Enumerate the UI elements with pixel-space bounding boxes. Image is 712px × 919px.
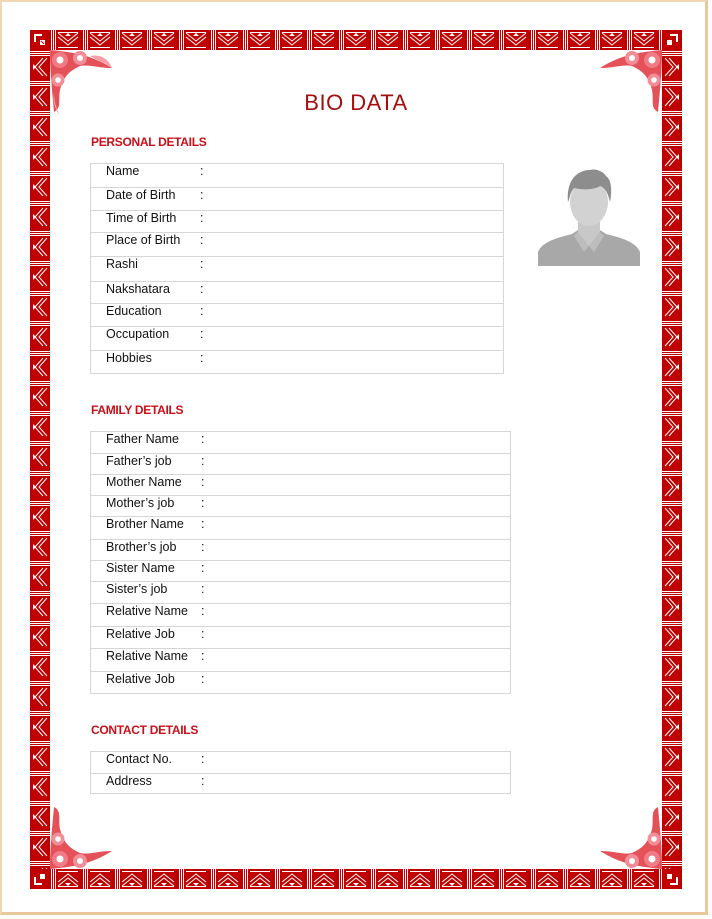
section-heading-contact: CONTACT DETAILS xyxy=(91,723,199,737)
border-right-band xyxy=(662,50,682,869)
field-label: Date of Birth xyxy=(106,188,176,202)
field-label: Sister Name xyxy=(106,561,175,575)
corner-ornament-icon xyxy=(662,30,682,50)
field-separator: : xyxy=(200,257,204,271)
table-row[interactable] xyxy=(91,453,510,474)
border-top-band xyxy=(50,30,662,50)
field-label: Relative Job xyxy=(106,627,175,641)
field-separator: : xyxy=(200,304,204,318)
field-label: Relative Name xyxy=(106,604,188,618)
section-heading-family: FAMILY DETAILS xyxy=(91,403,184,417)
contact-details-table xyxy=(90,751,511,794)
field-label: Mother’s job xyxy=(106,496,175,510)
corner-ornament-icon xyxy=(30,869,50,889)
table-row[interactable] xyxy=(91,256,503,281)
section-heading-personal: PERSONAL DETAILS xyxy=(91,135,207,149)
field-label: Relative Name xyxy=(106,649,188,663)
field-separator: : xyxy=(201,432,205,446)
field-separator: : xyxy=(200,282,204,296)
field-separator: : xyxy=(201,496,205,510)
table-row[interactable] xyxy=(91,581,510,603)
field-label: Name xyxy=(106,164,140,178)
field-label: Father Name xyxy=(106,432,179,446)
field-separator: : xyxy=(201,540,205,554)
field-label: Brother’s job xyxy=(106,540,177,554)
floral-corner-icon xyxy=(592,799,662,869)
field-label: Rashi xyxy=(106,257,138,271)
border-left-band xyxy=(30,50,50,869)
field-separator: : xyxy=(201,672,205,686)
field-label: Place of Birth xyxy=(106,233,181,247)
table-row[interactable] xyxy=(91,603,510,626)
border-bottom-band xyxy=(50,869,662,889)
corner-ornament-icon xyxy=(662,869,682,889)
table-row[interactable] xyxy=(91,474,510,495)
field-label: Time of Birth xyxy=(106,211,177,225)
table-row[interactable] xyxy=(91,626,510,648)
table-row[interactable] xyxy=(91,648,510,671)
field-separator: : xyxy=(201,774,205,788)
field-separator: : xyxy=(201,649,205,663)
table-row[interactable] xyxy=(91,560,510,581)
floral-corner-icon xyxy=(50,799,120,869)
field-label: Mother Name xyxy=(106,475,182,489)
field-label: Occupation xyxy=(106,327,170,341)
field-separator: : xyxy=(201,582,205,596)
field-separator: : xyxy=(201,752,205,766)
table-row[interactable] xyxy=(91,539,510,560)
field-separator: : xyxy=(200,164,204,178)
document-title: BIO DATA xyxy=(304,90,408,115)
field-label: Sister’s job xyxy=(106,582,168,596)
field-label: Father’s job xyxy=(106,454,172,468)
field-separator: : xyxy=(200,188,204,202)
field-label: Relative Job xyxy=(106,672,175,686)
field-separator: : xyxy=(201,517,205,531)
field-label: Hobbies xyxy=(106,351,152,365)
field-separator: : xyxy=(201,627,205,641)
table-row[interactable] xyxy=(91,432,510,453)
field-separator: : xyxy=(201,475,205,489)
field-label: Brother Name xyxy=(106,517,184,531)
table-row[interactable] xyxy=(91,187,503,210)
table-row[interactable] xyxy=(91,281,503,303)
table-row[interactable] xyxy=(91,516,510,539)
field-separator: : xyxy=(201,454,205,468)
personal-details-table xyxy=(90,163,504,374)
field-separator: : xyxy=(200,327,204,341)
field-separator: : xyxy=(200,233,204,247)
field-separator: : xyxy=(201,561,205,575)
field-separator: : xyxy=(200,211,204,225)
table-row[interactable] xyxy=(91,495,510,516)
family-details-table xyxy=(90,431,511,694)
table-row[interactable] xyxy=(91,752,510,773)
corner-ornament-icon xyxy=(30,30,50,50)
table-row[interactable] xyxy=(91,326,503,350)
table-row[interactable] xyxy=(91,210,503,232)
table-row[interactable] xyxy=(91,164,503,187)
table-row[interactable] xyxy=(91,671,510,693)
field-label: Contact No. xyxy=(106,752,173,766)
table-row[interactable] xyxy=(91,303,503,326)
table-row[interactable] xyxy=(91,773,510,793)
table-row[interactable] xyxy=(91,232,503,256)
table-row[interactable] xyxy=(91,350,503,373)
user-avatar-silhouette-icon[interactable] xyxy=(538,166,640,266)
field-separator: : xyxy=(201,604,205,618)
field-separator: : xyxy=(200,351,204,365)
field-label: Education xyxy=(106,304,162,318)
field-label: Address xyxy=(106,774,152,788)
field-label: Nakshatara xyxy=(106,282,170,296)
